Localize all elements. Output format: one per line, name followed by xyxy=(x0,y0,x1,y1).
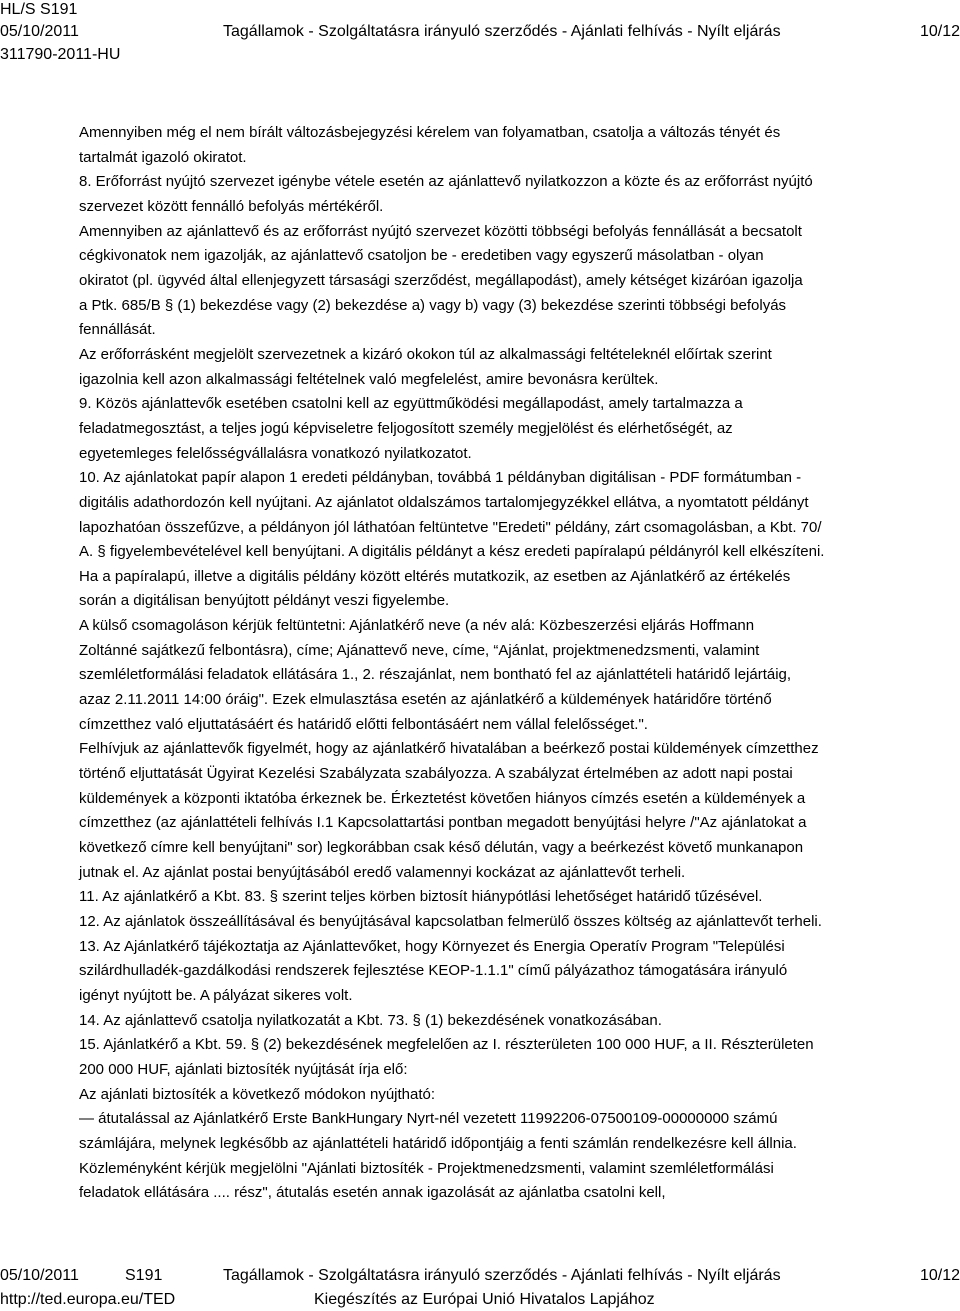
header-notice-id: 311790-2011-HU xyxy=(0,46,121,63)
body-line: igazolnia kell azon alkalmassági feltételnek való megfelelést, amire bevonásra kerültek. xyxy=(79,370,659,388)
body-line: a Ptk. 685/B § (1) bekezdése vagy (2) bekezdése a) vagy b) vagy (3) bekezdése szerinti többségi befolyás xyxy=(79,296,787,314)
body-line: igényt nyújtott be. A pályázat sikeres volt. xyxy=(79,986,353,1004)
body-line: szilárdhulladék-gazdálkodási rendszerek fejlesztése KEOP-1.1.1" című pályázathoz támogatására irányuló xyxy=(79,962,788,980)
body-line: Zoltánné sajátkezű felbontásra), címe; Ajánattevő neve, címe, “Ajánlat, projektmenedzsmenti, valamint xyxy=(79,641,760,659)
footer-publisher: Kiegészítés az Európai Unió Hivatalos Lapjához xyxy=(314,1291,655,1308)
document-body xyxy=(79,121,945,1206)
footer-title: Tagállamok - Szolgáltatásra irányuló szerződés - Ajánlati felhívás - Nyílt eljárás xyxy=(223,1267,781,1284)
body-line: Amennyiben az ajánlattevő és az erőforrást nyújtó szervezet közötti többségi befolyás fennállását a becsatolt xyxy=(79,222,802,240)
body-line: 10. Az ajánlatokat papír alapon 1 eredeti példányban, továbbá 1 példányban digitálisan - PDF formátumban - xyxy=(79,469,802,487)
body-line: 8. Erőforrást nyújtó szervezet igénybe vétele esetén az ajánlattevő nyilatkozzon a közte és az erőforrást nyújtó xyxy=(79,173,813,191)
body-line: során a digitálisan benyújtott példányt veszi figyelembe. xyxy=(79,592,450,610)
body-line: digitális adathordozón kell nyújtani. Az ajánlatot oldalszámos tartalomjegyzékkel ellátva, a nyomtatott példányt xyxy=(79,493,809,511)
header-page-number: 10/12 xyxy=(919,23,960,40)
footer-series: S191 xyxy=(125,1267,163,1284)
body-line: tartalmát igazoló okiratot. xyxy=(79,148,247,166)
body-line: számlájára, melynek legkésőbb az ajánlattételi határidő időpontjáig a fenti számlán rendelkezésre kell állnia. xyxy=(79,1134,797,1152)
footer-page-number: 10/12 xyxy=(919,1267,960,1284)
body-line: 13. Az Ajánlatkérő tájékoztatja az Ajánlattevőket, hogy Környezet és Energia Operatív Program "Települési xyxy=(79,937,785,955)
body-line: 9. Közös ajánlattevők esetében csatolni kell az együttműködési megállapodást, amely tartalmazza a xyxy=(79,395,743,413)
body-line: 11. Az ajánlatkérő a Kbt. 83. § szerint teljes körben biztosít hiánypótlási lehetőséget határidő tűzésével. xyxy=(79,888,763,906)
body-line: egyetemleges felelősségvállalásra vonatkozó nyilatkozatot. xyxy=(79,444,472,462)
body-line: feladatmegosztást, a teljes jogú képviseletre feljogosított személy megjelölést és elérhetőségét, az xyxy=(79,419,733,437)
body-line: 15. Ajánlatkérő a Kbt. 59. § (2) bekezdésének megfelelően az I. részterületen 100 000 HUF, a II. Részterületen xyxy=(79,1036,814,1054)
body-line: lapozhatóan összefűzve, a példányon jól láthatóan feltüntetve "Eredeti" példány, zárt csomagolásban, a Kbt. 70/ xyxy=(79,518,822,536)
body-line: jutnak el. Az ajánlat postai benyújtásából eredő valamennyi kockázat az ajánlattevőt terheli. xyxy=(79,863,686,881)
header-title: Tagállamok - Szolgáltatásra irányuló szerződés - Ajánlati felhívás - Nyílt eljárás xyxy=(223,23,781,40)
body-line: Az ajánlati biztosíték a következő módokon nyújtható: xyxy=(79,1085,436,1103)
body-line: Felhívjuk az ajánlattevők figyelmét, hogy az ajánlatkérő hivatalában a beérkező postai küldemények címzetthez xyxy=(79,740,819,758)
body-line: Az erőforrásként megjelölt szervezetnek a kizáró okokon túl az alkalmassági feltételeknél előírtak szerint xyxy=(79,345,772,363)
body-line: Ha a papíralapú, illetve a digitális példány között eltérés mutatkozik, az esetben az Ajánlatkérő az értékelés xyxy=(79,567,791,585)
body-line: címzetthez való eljuttatásáért és határidő előtti felbontásáért nem vállal felelősséget.". xyxy=(79,715,648,733)
body-line: okiratot (pl. ügyvéd által ellenjegyzett társasági szerződést, megállapodást), amely kétséget kizáróan igazolja xyxy=(79,271,803,289)
body-line: fennállását. xyxy=(79,321,156,339)
body-line: — átutalással az Ajánlatkérő Erste BankHungary Nyrt-nél vezetett 11992206-07500109-00000000 számú xyxy=(79,1110,778,1128)
body-line: A. § figyelembevételével kell benyújtani. A digitális példányt a kész eredeti papíralapú példányról kell elkészíteni. xyxy=(79,543,825,561)
body-line: 200 000 HUF, ajánlati biztosíték nyújtását írja elő: xyxy=(79,1060,408,1078)
body-line: azaz 2.11.2011 14:00 óráig". Ezek elmulasztása esetén az ajánlatkérő a küldemények határidőre történő xyxy=(79,691,772,709)
body-line: szemléletformálási feladatok ellátására 1., 2. részajánlat, nem bontható fel az ajánlattételi határidő lejártáig, xyxy=(79,666,792,684)
body-line: szervezet között fennálló befolyás mértékéről. xyxy=(79,197,384,215)
body-line: Közleményként kérjük megjelölni "Ajánlati biztosíték - Projektmenedzsmenti, valamint szemléletformálási xyxy=(79,1159,774,1177)
body-line: 14. Az ajánlattevő csatolja nyilatkozatát a Kbt. 73. § (1) bekezdésének vonatkozásában. xyxy=(79,1011,662,1029)
body-line: címzetthez (az ajánlattételi felhívás I.1 Kapcsolattartási pontban megadott benyújtási helyre /"Az ajánlatokat a xyxy=(79,814,807,832)
footer-date: 05/10/2011 xyxy=(0,1267,79,1284)
body-line: cégkivonatok nem igazolják, az ajánlattevő csatoljon be - eredetiben vagy egyszerű másolatban - olyan xyxy=(79,247,764,265)
header-date: 05/10/2011 xyxy=(0,23,79,40)
body-line: küldemények a központi iktatóba érkeznek be. Érkeztetést követően hiányos címzés esetén a küldemények a xyxy=(79,789,806,807)
body-line: Amennyiben még el nem bírált változásbejegyzési kérelem van folyamatban, csatolja a változás tényét és xyxy=(79,124,781,141)
header-journal-ref: HL/S S191 xyxy=(0,1,78,18)
body-line: feladatok ellátására .... rész", átutalás esetén annak igazolását az ajánlatba csatolni kell, xyxy=(79,1184,666,1202)
body-line: A külső csomagoláson kérjük feltüntetni: Ajánlatkérő neve (a név alá: Közbeszerzési eljárás Hoffmann xyxy=(79,617,755,635)
footer-url-link[interactable]: http://ted.europa.eu/TED xyxy=(0,1291,176,1308)
body-line: következő címre kell benyújtani" sor) legkorábban csak késő délután, vagy a beérkezést követő munkanapon xyxy=(79,839,804,857)
body-line: 12. Az ajánlatok összeállításával és benyújtásával kapcsolatban felmerülő összes költség az ajánlattevőt terheli. xyxy=(79,913,822,930)
body-line: történő eljuttatását Ügyirat Kezelési Szabályzata szabályozza. A szabályzat értelmében az adott napi postai xyxy=(79,765,793,783)
